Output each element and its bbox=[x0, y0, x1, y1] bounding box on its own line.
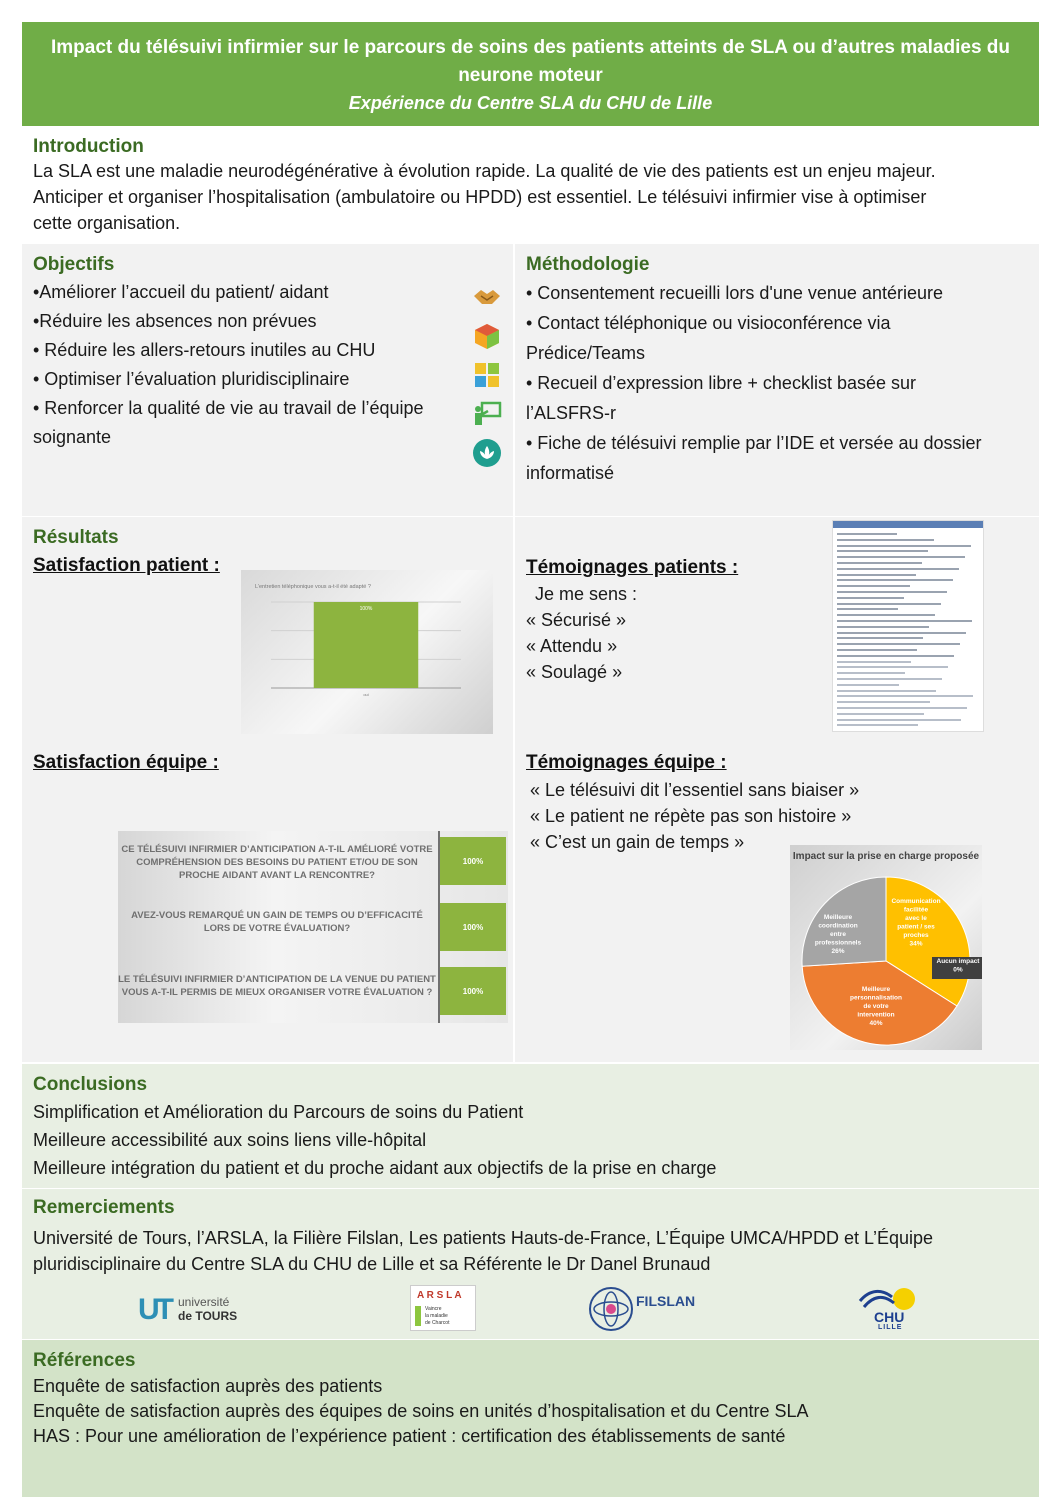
cube-icon bbox=[472, 321, 502, 351]
pie-label: avec le bbox=[905, 915, 927, 922]
remerciement-line: pluridisciplinaire du Centre SLA du CHU de Lille et sa Référente le Dr Danel Brunaud bbox=[33, 1254, 711, 1274]
objectif-item: •Améliorer l’accueil du patient/ aidant bbox=[33, 282, 329, 302]
pie-label: 34% bbox=[909, 940, 923, 948]
conclusions-heading: Conclusions bbox=[33, 1074, 148, 1095]
team-question-label: LE TÉLÉSUIVI INFIRMIER D’ANTICIPATION DE LA VENUE DU PATIENT VOUS A-T-IL PERMIS DE MIEUX ORGANISER VOTRE ÉVALUATION ? bbox=[118, 974, 436, 998]
form-line bbox=[837, 579, 953, 581]
pie-title: Impact sur la prise en charge proposée bbox=[792, 851, 980, 862]
presentation-icon bbox=[472, 399, 502, 429]
form-line bbox=[837, 695, 973, 697]
arsla-logo bbox=[410, 1285, 476, 1331]
form-line bbox=[837, 632, 966, 634]
pie-label: 40% bbox=[869, 1020, 883, 1027]
form-line bbox=[837, 678, 942, 680]
arsla-tagline: Vaincre bbox=[425, 1306, 442, 1312]
arsla-bar bbox=[415, 1306, 421, 1326]
form-line bbox=[837, 684, 899, 686]
form-line bbox=[837, 661, 911, 663]
temoignages-equipe-list bbox=[530, 777, 859, 855]
form-line bbox=[837, 655, 954, 657]
form-line bbox=[837, 574, 916, 576]
methodologie-item: • Contact téléphonique ou visioconférence via bbox=[526, 313, 891, 333]
poster-title: Impact du télésuivi infirmier sur le parcours de soins des patients atteints de SLA ou d’autres maladies du neurone moteur bbox=[50, 37, 1011, 86]
tours-line2: de TOURS bbox=[178, 1309, 238, 1323]
resultats-heading: Résultats bbox=[33, 527, 119, 548]
team-satisfaction-chart bbox=[118, 831, 508, 1023]
chu-city: LILLE bbox=[878, 1324, 903, 1331]
introduction-line: Anticiper et organiser l’hospitalisation (ambulatoire ou HPDD) est essentiel. Le télésuivi infirmier vise à optimiser bbox=[33, 187, 927, 207]
form-line bbox=[837, 556, 965, 558]
methodologie-item: • Recueil d’expression libre + checklist basée sur bbox=[526, 373, 916, 393]
filslan-name: FILSLAN bbox=[636, 1293, 696, 1309]
objectif-item: • Renforcer la qualité de vie au travail de l’équipe bbox=[33, 398, 424, 418]
pie-label: coordination bbox=[818, 922, 858, 930]
form-line bbox=[837, 614, 935, 616]
temoignage-line: « Le télésuivi dit l’essentiel sans biaiser » bbox=[530, 780, 860, 800]
methodologie-item: • Consentement recueilli lors d'une venue antérieure bbox=[526, 283, 943, 303]
introduction-line: cette organisation. bbox=[33, 213, 181, 233]
filslan-atom-icon bbox=[588, 1285, 634, 1333]
form-line bbox=[837, 713, 924, 715]
methodologie-section bbox=[515, 244, 1039, 516]
team-bar: 100% bbox=[440, 837, 506, 885]
pie-label: de votre bbox=[863, 1003, 889, 1010]
resultats-left-panel bbox=[22, 517, 513, 1062]
pie-label: Aucun impact bbox=[936, 958, 980, 965]
temoignage-line: « C’est un gain de temps » bbox=[530, 832, 745, 852]
methodologie-heading: Méthodologie bbox=[526, 254, 650, 275]
arsla-tagline: de Charcot bbox=[425, 1320, 450, 1326]
patient-satisfaction-chart bbox=[241, 570, 493, 734]
objectif-item: soignante bbox=[33, 427, 112, 447]
satisfaction-patient-heading: Satisfaction patient : bbox=[33, 555, 220, 576]
arsla-letters: A R S L A bbox=[417, 1290, 462, 1301]
pie-label: Meilleure bbox=[823, 914, 853, 921]
objectif-item: • Réduire les allers-retours inutiles au CHU bbox=[33, 340, 376, 360]
reference-line: HAS : Pour une amélioration de l’expérience patient : certification des établissements de santé bbox=[33, 1426, 786, 1446]
poster bbox=[22, 0, 1039, 1497]
form-line bbox=[837, 643, 960, 645]
introduction-heading: Introduction bbox=[33, 136, 144, 157]
temoignages-patients-heading: Témoignages patients : bbox=[526, 557, 739, 578]
form-line bbox=[837, 608, 898, 610]
partner-logos bbox=[22, 1285, 1039, 1335]
form-line bbox=[837, 568, 959, 570]
references-heading: Références bbox=[33, 1350, 136, 1371]
form-line bbox=[837, 539, 934, 541]
temoignages-equipe-heading: Témoignages équipe : bbox=[526, 752, 727, 773]
conclusion-line: Meilleure intégration du patient et du proche aidant aux objectifs de la prise en charge bbox=[33, 1158, 717, 1178]
objectif-item: •Réduire les absences non prévues bbox=[33, 311, 317, 331]
form-line bbox=[837, 620, 972, 622]
lotus-icon bbox=[472, 438, 502, 468]
conclusion-line: Simplification et Amélioration du Parcours de soins du Patient bbox=[33, 1102, 524, 1122]
introduction-line: La SLA est une maladie neurodégénérative à évolution rapide. La qualité de vie des patients est un enjeu majeur. bbox=[33, 161, 936, 181]
introduction-section bbox=[22, 128, 1039, 244]
remerciements-heading: Remerciements bbox=[33, 1197, 175, 1218]
form-line bbox=[837, 550, 928, 552]
tours-mark: UT bbox=[138, 1293, 170, 1326]
methodologie-item: • Fiche de télésuivi remplie par l’IDE et versée au dossier bbox=[526, 433, 982, 453]
pie-label: personnalisation bbox=[849, 994, 903, 1002]
form-line bbox=[837, 562, 922, 564]
remerciements-section bbox=[22, 1189, 1039, 1339]
pie-label: facilitée bbox=[903, 906, 929, 914]
pie-label: intervention bbox=[857, 1011, 895, 1019]
form-line bbox=[837, 707, 967, 709]
reference-line: Enquête de satisfaction auprès des patients bbox=[33, 1376, 383, 1396]
team-bar: 100% bbox=[440, 903, 506, 951]
pie-label: professionnels bbox=[814, 939, 862, 947]
pie-label: Meilleure bbox=[861, 986, 891, 993]
bar bbox=[314, 602, 419, 688]
objectifs-heading: Objectifs bbox=[33, 254, 115, 275]
chu-name: CHU bbox=[874, 1309, 905, 1325]
objectif-item: • Optimiser l’évaluation pluridisciplinaire bbox=[33, 369, 350, 389]
universite-tours-logo bbox=[138, 1293, 244, 1327]
form-line bbox=[837, 637, 923, 639]
temoignage-line: Je me sens : bbox=[535, 584, 638, 604]
form-line bbox=[837, 701, 930, 703]
satisfaction-equipe-heading: Satisfaction équipe : bbox=[33, 752, 219, 773]
data-label: 100% bbox=[359, 606, 373, 612]
chart-title: L’entretien téléphonique vous a-t-il été adapté ? bbox=[255, 584, 371, 590]
chu-sun-icon bbox=[854, 1285, 924, 1311]
form-header-bar bbox=[833, 521, 983, 528]
form-line bbox=[837, 719, 961, 721]
temoignage-line: « Sécurisé » bbox=[526, 610, 627, 630]
pie-label: Communication bbox=[891, 898, 941, 905]
form-line bbox=[837, 724, 918, 726]
team-bar: 100% bbox=[440, 967, 506, 1015]
poster-header bbox=[22, 22, 1039, 126]
objectif-icons bbox=[472, 282, 508, 477]
resultats-right-panel bbox=[515, 517, 1039, 1062]
telesuivi-form-thumbnail bbox=[832, 520, 984, 732]
pie-label: proches bbox=[903, 932, 929, 939]
methodologie-item: informatisé bbox=[526, 463, 615, 483]
remerciement-line: Université de Tours, l’ARSLA, la Filière Filslan, Les patients Hauts-de-France, L’Équipe UMCA/HPDD et L’Équipe bbox=[33, 1228, 934, 1248]
pie-label: 26% bbox=[831, 948, 845, 955]
tick-label: oui bbox=[363, 692, 369, 697]
conclusion-line: Meilleure accessibilité aux soins liens ville-hôpital bbox=[33, 1130, 427, 1150]
poster-subtitle: Expérience du Centre SLA du CHU de Lille bbox=[348, 93, 713, 113]
form-line bbox=[837, 672, 905, 674]
filslan-logo bbox=[588, 1285, 698, 1333]
form-line bbox=[837, 649, 917, 651]
form-line bbox=[837, 591, 947, 593]
form-line bbox=[837, 533, 897, 535]
pie-chart-box bbox=[790, 845, 982, 1050]
form-line bbox=[837, 690, 936, 692]
puzzle-icon bbox=[472, 360, 502, 390]
temoignage-line: « Soulagé » bbox=[526, 662, 623, 682]
form-line bbox=[837, 666, 948, 668]
temoignage-line: « Attendu » bbox=[526, 636, 618, 656]
form-line bbox=[837, 597, 904, 599]
references-section bbox=[22, 1340, 1039, 1497]
form-line bbox=[837, 626, 929, 628]
pie-chart-svg bbox=[790, 845, 982, 1050]
methodologie-item: Prédice/Teams bbox=[526, 343, 646, 363]
team-question-label: AVEZ-VOUS REMARQUÉ UN GAIN DE TEMPS OU D’EFFICACITÉ LORS DE VOTRE ÉVALUATION? bbox=[131, 910, 423, 934]
team-question-label: CE TÉLÉSUIVI INFIRMIER D’ANTICIPATION A-T-IL AMÉLIORÉ VOTRE COMPRÉHENSION DES BESOINS DU PATIENT ET/OU DE SON PROCHE AIDANT AVANT LA RENCONTRE? bbox=[121, 844, 433, 881]
conclusions-section bbox=[22, 1064, 1039, 1188]
reference-line: Enquête de satisfaction auprès des équipes de soins en unités d’hospitalisation et du Centre SLA bbox=[33, 1401, 809, 1421]
temoignage-line: « Le patient ne répète pas son histoire » bbox=[530, 806, 852, 826]
methodologie-item: l’ALSFRS-r bbox=[526, 403, 617, 423]
form-line bbox=[837, 603, 941, 605]
pie-label: 0% bbox=[953, 966, 963, 974]
chu-lille-logo bbox=[854, 1285, 924, 1333]
handshake-icon bbox=[472, 282, 502, 312]
form-line bbox=[837, 545, 971, 547]
pie-label: entre bbox=[830, 931, 846, 938]
arsla-tagline: la maladie bbox=[425, 1313, 448, 1319]
tours-line1: université bbox=[178, 1295, 230, 1309]
form-line bbox=[837, 585, 910, 587]
objectifs-section bbox=[22, 244, 513, 516]
pie-label: patient / ses bbox=[897, 923, 935, 931]
patient-chart-svg bbox=[241, 570, 493, 734]
